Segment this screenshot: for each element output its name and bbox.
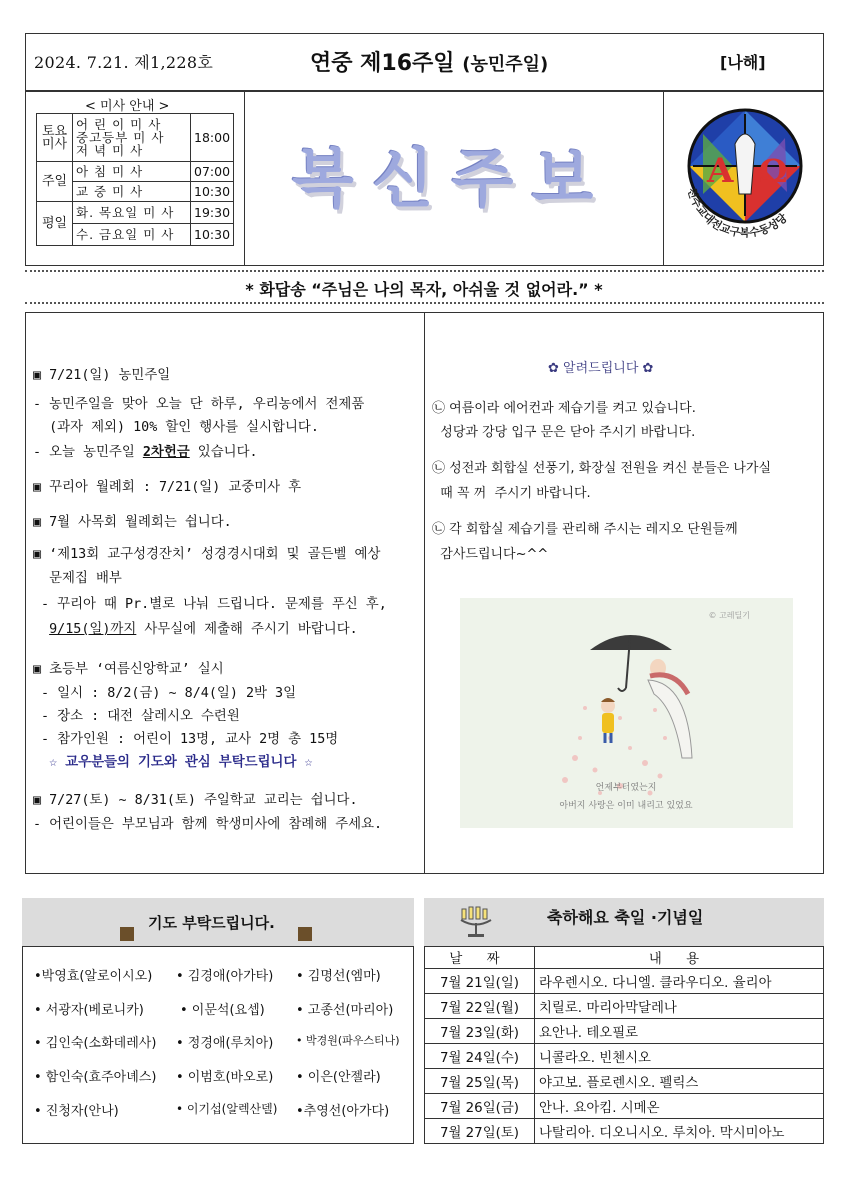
candelabra-icon [458, 905, 494, 939]
notice-text: 있습니다. [189, 445, 258, 460]
square-bullet-icon [120, 927, 134, 941]
notice-1-line: - 농민주일을 맞아 오늘 단 하루, 우리농에서 전제품 [33, 397, 365, 412]
logo-text: 천주교대전교구복수동성당 [684, 186, 790, 240]
notice-text [33, 622, 49, 637]
title-sub: (농민주일) [462, 54, 549, 75]
prayer-name: • 이은(안젤라) [296, 1070, 381, 1085]
prayer-name: • 함인숙(효주아녜스) [34, 1070, 157, 1085]
feast-row [425, 1044, 824, 1069]
feast-saints: 니콜라오. 빈첸시오 [535, 1044, 824, 1069]
notice-4-heading: ▣ ‘제13회 교구성경잔치’ 성경경시대회 및 골든벨 예상 [33, 547, 381, 562]
divider [25, 302, 824, 304]
prayer-name: • 이문석(요셉) [180, 1003, 265, 1018]
prayer-name: • 이기섭(알렉산델) [176, 1102, 278, 1116]
illustration-art [460, 598, 793, 828]
feast-row [425, 1094, 824, 1119]
umbrella-illustration [460, 598, 793, 828]
prayer-name: • 진청자(안나) [34, 1104, 119, 1119]
mass-name: 화. 목요일 미 사 [73, 202, 191, 224]
feast-saints: 치릴로. 마리아막달레나 [535, 994, 824, 1019]
mass-time: 19:30 [191, 202, 234, 224]
logo-alpha: A [707, 151, 734, 191]
announcement-line: 성당과 강당 입구 문은 닫아 주시기 바랍니다. [432, 425, 696, 440]
feast-table-header [425, 947, 824, 969]
mass-schedule-table [36, 113, 234, 246]
column-divider [424, 312, 425, 874]
column-header-content: 내 용 [535, 947, 824, 969]
mass-time: 10:30 [191, 182, 234, 202]
feast-date: 7월 27일(토) [425, 1119, 535, 1144]
notice-text: - 오늘 농민주일 [33, 445, 143, 460]
illustration-caption: 언제부터였는지 [595, 783, 657, 793]
mass-name: 아 침 미 사 [73, 162, 191, 182]
title-main: 연중 제16주일 [310, 51, 455, 76]
responsorial-psalm: * 화답송 “주님은 나의 목자, 아쉬울 것 없어라.” * [245, 280, 603, 299]
issue-number: 2024. 7.21. 제1,228호 [34, 53, 214, 72]
feast-date: 7월 21일(일) [425, 969, 535, 994]
announcements-title: ✿ 알려드립니다 ✿ [548, 361, 654, 376]
umbrella-canopy [590, 635, 672, 650]
notice-1-line [33, 441, 258, 464]
feast-row [425, 994, 824, 1019]
announcement-line: ㉡ 여름이라 에어컨과 제습기를 켜고 있습니다. [432, 401, 696, 416]
prayer-name: • 박경원(파우스티나) [296, 1034, 400, 1047]
prayer-name: • 김인숙(소화데레사) [34, 1036, 157, 1051]
feast-date: 7월 22일(월) [425, 994, 535, 1019]
feast-date: 7월 26일(금) [425, 1094, 535, 1119]
announcement-line: ㉡ 각 회합실 제습기를 관리해 주시는 레지오 단원들께 [432, 522, 738, 537]
notice-4-line: 문제집 배부 [33, 571, 122, 586]
prayer-name: • 김명선(엠마) [296, 969, 381, 984]
prayer-name: • 고종선(마리아) [296, 1003, 394, 1018]
prayer-name: •박영효(알로이시오) [34, 969, 153, 984]
notice-6-heading: ▣ 7/27(토) ~ 8/31(토) 주일학교 교리는 쉽니다. [33, 793, 358, 808]
mass-group-sunday: 주일 [37, 162, 73, 202]
notice-6-line: - 어린이들은 부모님과 함께 학생미사에 참례해 주세요. [33, 817, 383, 832]
mass-group-label: 토요 미사 [41, 123, 68, 152]
feast-saints: 나탈리아. 디오니시오. 루치아. 막시미아노 [535, 1119, 824, 1144]
feast-section-title: 축하해요 축일 ·기념일 [547, 908, 704, 927]
mass-name: 교 중 미 사 [73, 182, 191, 202]
notice-4-line: - 꾸리아 때 Pr.별로 나눠 드립니다. 문제를 푸신 후, [33, 597, 387, 612]
prayer-name: •추영선(아가다) [296, 1104, 390, 1119]
feast-row [425, 969, 824, 994]
mass-time: 10:30 [191, 224, 234, 246]
column-header-date: 날 짜 [425, 947, 535, 969]
notice-5-line: - 장소 : 대전 살레시오 수련원 [33, 709, 240, 724]
feast-date: 7월 24일(수) [425, 1044, 535, 1069]
feast-table [424, 946, 824, 1144]
prayer-name: • 이범호(바오로) [176, 1070, 274, 1085]
notice-1-heading: ▣ 7/21(일) 농민주일 [33, 368, 171, 383]
mass-time: 07:00 [191, 162, 234, 182]
bulletin-banner-title: 복신주보 [292, 143, 612, 217]
feast-row [425, 1019, 824, 1044]
notice-5-line: - 참가인원 : 어린이 13명, 교사 2명 총 15명 [33, 732, 339, 747]
liturgical-cycle: [나해] [720, 53, 766, 72]
notice-4-line [33, 618, 358, 641]
mass-group-saturday [37, 114, 73, 162]
feast-saints: 야고보. 플로렌시오. 펠릭스 [535, 1069, 824, 1094]
notice-5-line: - 일시 : 8/2(금) ~ 8/4(일) 2박 3일 [33, 686, 297, 701]
parish-logo [673, 104, 818, 252]
prayer-name: • 서광자(베로니카) [34, 1003, 144, 1018]
mass-guide-title: < 미사 안내 > [85, 99, 170, 114]
announcement-line: ㉡ 성전과 회합실 선풍기, 화장실 전원을 켜신 분들은 나가실 [432, 461, 772, 476]
feast-saints: 요안나. 테오필로 [535, 1019, 824, 1044]
mass-time: 18:00 [191, 114, 234, 162]
feast-date: 7월 23일(화) [425, 1019, 535, 1044]
deadline-highlight: 9/15(일)까지 [49, 622, 137, 637]
feast-saints: 라우렌시오. 다니엘. 클라우디오. 율리아 [535, 969, 824, 994]
mass-name: 수. 금요일 미 사 [73, 224, 191, 246]
notice-text: 사무실에 제출해 주시기 바랍니다. [136, 622, 358, 637]
feast-date: 7월 25일(목) [425, 1069, 535, 1094]
page-title [310, 46, 548, 77]
announcement-line: 때 꼭 꺼 주시기 바랍니다. [432, 486, 591, 501]
logo-omega: Ω [759, 152, 788, 190]
divider [25, 270, 824, 272]
mass-name-text: 어 린 이 미 사 중고등부 미 사 저 녁 미 사 [76, 117, 165, 158]
notice-5-request: ☆ 교우분들의 기도와 관심 부탁드립니다 ☆ [33, 755, 313, 770]
announcement-line: 감사드립니다~^^ [432, 547, 549, 562]
prayer-section-title: 기도 부탁드립니다. [148, 914, 275, 932]
notice-2: ▣ 꾸리아 월례회 : 7/21(일) 교중미사 후 [33, 480, 302, 495]
notice-3: ▣ 7월 사목회 월례회는 쉽니다. [33, 515, 232, 530]
mass-name [73, 114, 191, 162]
feast-row [425, 1069, 824, 1094]
second-collection-highlight: 2차헌금 [142, 445, 190, 460]
illustration-caption: 아버지 사랑은 이미 내리고 있었요 [559, 801, 693, 811]
prayer-name: • 김경애(아가타) [176, 969, 274, 984]
notice-1-line: (과자 제외) 10% 할인 행사를 실시합니다. [33, 420, 319, 435]
illustration-credit: © 고레딜기 [708, 611, 750, 620]
notice-5-heading: ▣ 초등부 ‘여름신앙학교’ 실시 [33, 662, 224, 677]
feast-row [425, 1119, 824, 1144]
feast-saints: 안나. 요아킴. 시메온 [535, 1094, 824, 1119]
mass-group-weekday: 평일 [37, 202, 73, 246]
prayer-name: • 정경애(루치아) [176, 1036, 274, 1051]
square-bullet-icon [298, 927, 312, 941]
